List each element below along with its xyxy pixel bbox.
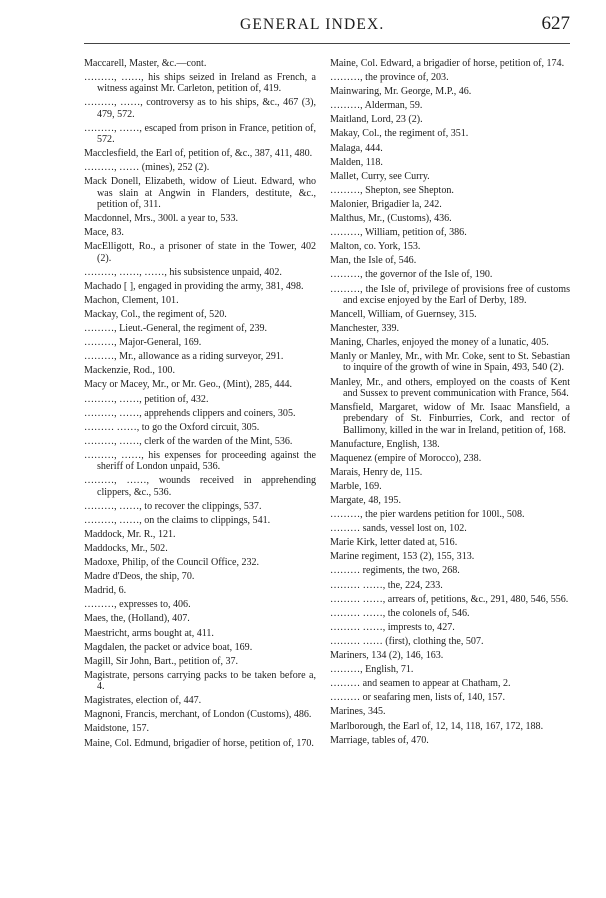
index-entry: Maning, Charles, enjoyed the money of a lunatic, 405. bbox=[330, 337, 549, 349]
index-entry: ……… ……, to go the Oxford circuit, 305. bbox=[84, 421, 260, 433]
header-rule bbox=[84, 43, 570, 44]
index-entry: Maccarell, Master, &c.—cont. bbox=[84, 58, 207, 69]
index-entry: Mackenzie, Rod., 100. bbox=[84, 365, 175, 377]
index-entry: ……… regiments, the two, 268. bbox=[330, 565, 460, 577]
index-entry: Macdonnel, Mrs., 300l. a year to, 533. bbox=[84, 213, 239, 225]
index-entry: ………, Mr., allowance as a riding surveyor, 291. bbox=[84, 351, 284, 363]
running-title: GENERAL INDEX. bbox=[240, 16, 385, 33]
index-entry: Malthus, Mr., (Customs), 436. bbox=[330, 213, 452, 225]
index-entry: Malonier, Brigadier la, 242. bbox=[330, 198, 442, 210]
index-entry: Marlborough, the Earl of, 12, 14, 118, 167, 172, 188. bbox=[330, 720, 544, 732]
index-entry: Madoxe, Philip, of the Council Office, 232. bbox=[84, 557, 260, 569]
index-entry: Mack Donell, Elizabeth, widow of Lieut. Edward, who was slain at Angwin in Flanders, destitute, &c., petition of, 311. bbox=[84, 176, 316, 211]
index-entry: ………, ……, ……, his subsistence unpaid, 402. bbox=[84, 266, 282, 278]
index-entry: Manufacture, English, 138. bbox=[330, 438, 440, 450]
index-entry: Marais, Henry de, 115. bbox=[330, 466, 423, 478]
index-entry: ……… or seafaring men, lists of, 140, 157. bbox=[330, 692, 505, 704]
index-entry: Magistrates, election of, 447. bbox=[84, 695, 202, 707]
page-header bbox=[0, 13, 606, 42]
index-entry: Manley, Mr., and others, employed on the coasts of Kent and Sussex to prevent communication with France, 564. bbox=[330, 376, 570, 399]
index-entry: ………, ……, apprehends clippers and coiners, 305. bbox=[84, 407, 296, 419]
index-entry: Macclesfield, the Earl of, petition of, &c., 387, 411, 480. bbox=[84, 148, 313, 160]
index-entry: ………, Shepton, see Shepton. bbox=[330, 184, 454, 196]
index-entry: ………, ……, controversy as to his ships, &c., 467 (3), 479, 572. bbox=[84, 97, 316, 120]
index-entry: Mansfield, Margaret, widow of Mr. Isaac Mansfield, a prebendary of St. Finburries, Cork, and rector of Ballimony, killed in the war in Ireland, petition of, 168. bbox=[330, 401, 570, 436]
index-entry: Mariners, 134 (2), 146, 163. bbox=[330, 650, 444, 662]
index-entry: Machado [ ], engaged in providing the army, 381, 498. bbox=[84, 280, 304, 292]
index-entry: Makay, Col., the regiment of, 351. bbox=[330, 128, 469, 140]
index-entry: ………, ……, petition of, 432. bbox=[84, 393, 209, 405]
index-entry: Marie Kirk, letter dated at, 516. bbox=[330, 537, 458, 549]
index-entry: ………, Major-General, 169. bbox=[84, 337, 202, 349]
index-entry: Magill, Sir John, Bart., petition of, 37. bbox=[84, 655, 239, 667]
index-entry: Maddocks, Mr., 502. bbox=[84, 543, 168, 554]
index-entry: Magnoni, Francis, merchant, of London (Customs), 486. bbox=[84, 709, 312, 721]
index-entry: Malden, 118. bbox=[330, 156, 383, 168]
index-entry: Maine, Col. Edmund, brigadier of horse, petition of, 170. bbox=[84, 737, 314, 749]
index-entry: Margate, 48, 195. bbox=[330, 495, 401, 507]
index-entry: ………, …… (mines), 252 (2). bbox=[84, 162, 210, 174]
index-entry: Maidstone, 157. bbox=[84, 723, 150, 735]
index-entry: ………, English, 71. bbox=[330, 664, 414, 676]
index-entry: Mackay, Col., the regiment of, 520. bbox=[84, 309, 227, 320]
index-column-left bbox=[84, 58, 316, 752]
index-entry: ………, ……, wounds received in apprehending clippers, &c., 536. bbox=[84, 475, 316, 498]
index-entry: ………, ……, clerk of the warden of the Mint, 536. bbox=[84, 435, 293, 447]
index-entry: ………, the province of, 203. bbox=[330, 72, 449, 84]
page-number: 627 bbox=[541, 13, 570, 34]
index-entry: Macy or Macey, Mr., or Mr. Geo., (Mint), 285, 444. bbox=[84, 379, 293, 391]
index-entry: ………, the governor of the Isle of, 190. bbox=[330, 269, 493, 281]
index-entry: Maquenez (empire of Morocco), 238. bbox=[330, 452, 482, 464]
index-entry: Magdalen, the packet or advice boat, 169. bbox=[84, 641, 253, 653]
index-entry: Machon, Clement, 101. bbox=[84, 294, 179, 306]
index-entry: Maddock, Mr. R., 121. bbox=[84, 528, 176, 540]
index-entry: Maestricht, arms bought at, 411. bbox=[84, 627, 214, 639]
index-entry: Madre d'Deos, the ship, 70. bbox=[84, 571, 195, 583]
index-entry: ……… …… (first), clothing the, 507. bbox=[330, 635, 484, 647]
index-entry: MacElligott, Ro., a prisoner of state in the Tower, 402 (2). bbox=[84, 241, 316, 264]
index-entry: ………, ……, to recover the clippings, 537. bbox=[84, 500, 262, 512]
index-entry: Madrid, 6. bbox=[84, 585, 127, 597]
index-entry: ………, ……, his expenses for proceeding against the sheriff of London unpaid, 536. bbox=[84, 449, 316, 473]
index-entry: Magistrate, persons carrying packs to be taken before a, 4. bbox=[84, 669, 316, 693]
index-entry: ………, expresses to, 406. bbox=[84, 599, 191, 611]
index-entry: Mainwaring, Mr. George, M.P., 46. bbox=[330, 86, 472, 98]
index-entry: Malaga, 444. bbox=[330, 142, 383, 154]
index-entry: ………, the Isle of, privilege of provisions free of customs and excise enjoyed by the Earl of Derby, 189. bbox=[330, 283, 570, 306]
index-entry: Malton, co. York, 153. bbox=[330, 241, 421, 253]
index-entry: Man, the Isle of, 546. bbox=[330, 255, 417, 267]
index-entry: Marble, 169. bbox=[330, 480, 382, 492]
index-entry: Marine regiment, 153 (2), 155, 313. bbox=[330, 551, 475, 563]
index-entry: Marriage, tables of, 470. bbox=[330, 734, 429, 746]
index-entry: ……… ……, the, 224, 233. bbox=[330, 579, 443, 591]
index-entry: ……… ……, imprests to, 427. bbox=[330, 621, 455, 633]
index-entry: ………, William, petition of, 386. bbox=[330, 227, 467, 239]
index-entry: Mallet, Curry, see Curry. bbox=[330, 170, 430, 182]
index-entry: Manly or Manley, Mr., with Mr. Coke, sent to St. Sebastian to inquire of the growth of wine in Spain, 493, 540 (2). bbox=[330, 351, 570, 374]
index-entry: ………, ……, his ships seized in Ireland as French, a witness against Mr. Carleton, petition of, 419. bbox=[84, 72, 316, 95]
index-entry: ………, Lieut.-General, the regiment of, 239. bbox=[84, 323, 268, 335]
index-entry: Maitland, Lord, 23 (2). bbox=[330, 114, 423, 126]
index-column-right bbox=[330, 58, 570, 749]
index-entry: ………, ……, escaped from prison in France, petition of, 572. bbox=[84, 122, 316, 146]
index-entry: ………, Alderman, 59. bbox=[330, 100, 423, 112]
index-entry: ………, ……, on the claims to clippings, 541. bbox=[84, 514, 271, 526]
index-entry: ………, the pier wardens petition for 100l., 508. bbox=[330, 509, 525, 521]
index-entry: Mancell, William, of Guernsey, 315. bbox=[330, 308, 477, 320]
index-entry: ……… and seamen to appear at Chatham, 2. bbox=[330, 678, 511, 690]
index-entry: Marines, 345. bbox=[330, 706, 386, 718]
index-entry: Mace, 83. bbox=[84, 227, 124, 239]
index-entry: ……… sands, vessel lost on, 102. bbox=[330, 523, 467, 535]
index-entry: Manchester, 339. bbox=[330, 322, 400, 334]
index-entry: ……… ……, arrears of, petitions, &c., 291, 480, 546, 556. bbox=[330, 593, 569, 605]
index-entry: Maes, the, (Holland), 407. bbox=[84, 613, 190, 625]
index-entry: ……… ……, the colonels of, 546. bbox=[330, 607, 470, 619]
index-entry: Maine, Col. Edward, a brigadier of horse, petition of, 174. bbox=[330, 58, 565, 69]
